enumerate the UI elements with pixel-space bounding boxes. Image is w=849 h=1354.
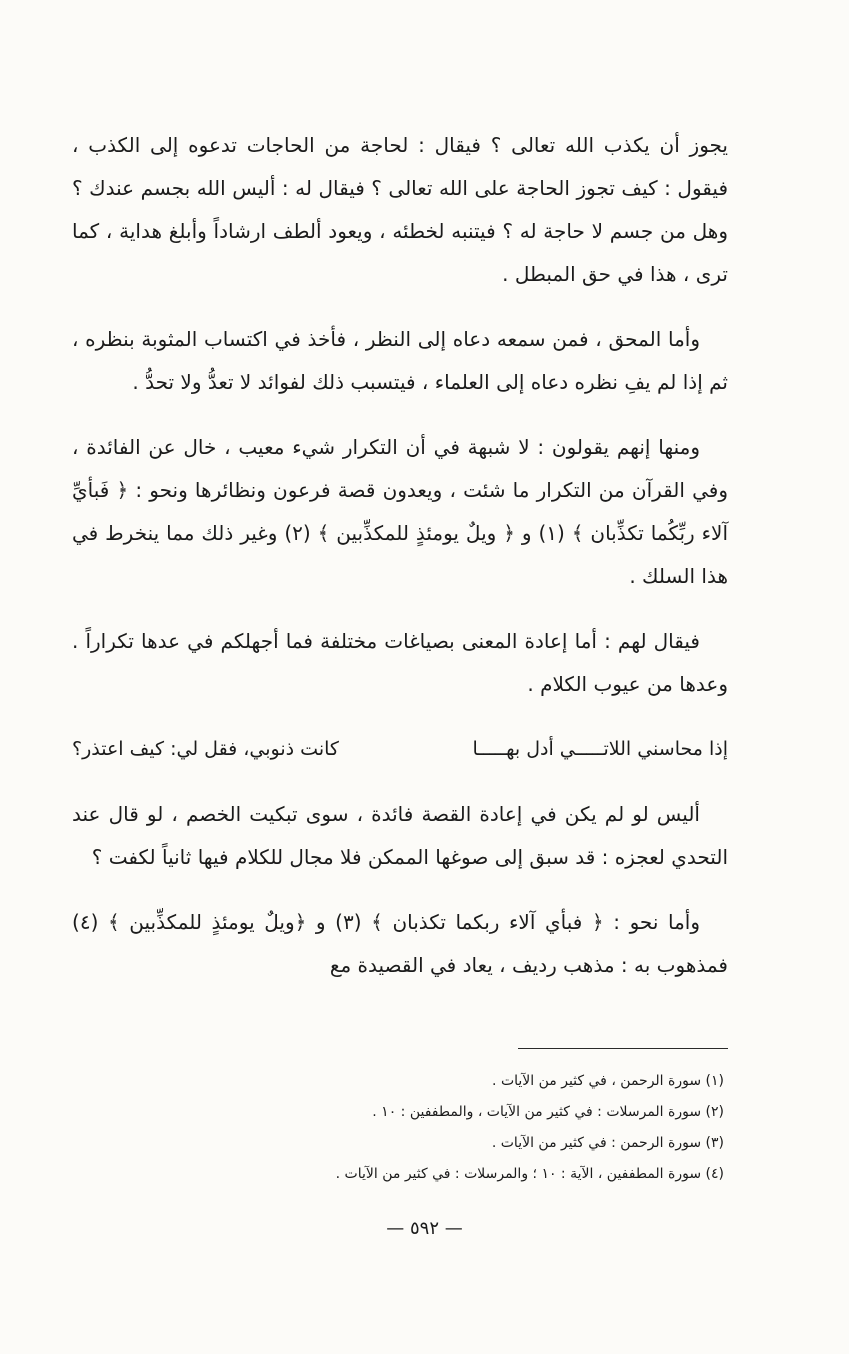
page-number: — ٥٩٢ — (386, 1218, 463, 1239)
paragraph-3: ومنها إنهم يقولون : لا شبهة في أن التكرار شيء معيب ، خال عن الفائدة ، وفي القرآن من التكرار ما شئت ، ويعدون قصة فرعون ونظائرها ونحو : ﴿ فَبأيِّ آلاء ربِّكُما تكذِّبان ﴾ (١) و ﴿ ويلٌ يومئذٍ للمكذِّبين ﴾ (٢) وغير ذلك مما ينخرط في هذا السلك . (72, 435, 729, 588)
main-text (72, 124, 728, 1009)
paragraph-2: وأما المحق ، فمن سمعه دعاه إلى النظر ، فأخذ في اكتساب المثوبة بنظره ، ثم إذا لم يفِ نظره دعاه إلى العلماء ، فيتسبب ذلك لفوائد لا تعدُّ ولا تحدُّ . (72, 327, 728, 394)
footnote-divider (518, 1048, 728, 1049)
poem-hemistich-1: إذا محاسني اللاتـــــي أدل بهـــــا (472, 738, 728, 760)
paragraph-6: وأما نحو : ﴿ فبأي آلاء ربكما تكذبان ﴾ (٣) و ﴿ويلٌ يومئذٍ للمكذِّبين ﴾ (٤) فمذهوب به : مذهب رديف ، يعاد في القصيدة مع (72, 910, 728, 977)
poem-verse (72, 728, 728, 771)
poem-hemistich-2: كانت ذنوبي، فقل لي: كيف اعتذر؟ (72, 738, 339, 760)
footnote-1: (١) سورة الرحمن ، في كثير من الآيات . (492, 1073, 724, 1089)
paragraph-4: فيقال لهم : أما إعادة المعنى بصياغات مختلفة فما أجهلكم في عدها تكراراً . وعدها من عيوب الكلام . (72, 629, 728, 696)
paragraph-1: يجوز أن يكذب الله تعالى ؟ فيقال : لحاجة من الحاجات تدعوه إلى الكذب ، فيقول : كيف تجوز الحاجة على الله تعالى ؟ فيقال له : أليس الله بجسم عندك ؟ وهل من جسم لا حاجة له ؟ فيتنبه لخطئه ، ويعود ألطف ارشاداً وأبلغ هداية ، كما ترى ، هذا في حق المبطل . (72, 133, 728, 286)
footnote-2: (٢) سورة المرسلات : في كثير من الآيات ، والمطففين : ١٠ . (372, 1104, 724, 1120)
footnotes (150, 1066, 724, 1190)
paragraph-5: أليس لو لم يكن في إعادة القصة فائدة ، سوى تبكيت الخصم ، لو قال عند التحدي لعجزه : قد سبق إلى صوغها الممكن فلا مجال للكلام فيها ثانياً لكفت ؟ (72, 802, 728, 869)
footnote-4: (٤) سورة المطففين ، الآية : ١٠ ؛ والمرسلات : في كثير من الآيات . (335, 1166, 724, 1182)
footnote-3: (٣) سورة الرحمن : في كثير من الآيات . (491, 1135, 724, 1151)
